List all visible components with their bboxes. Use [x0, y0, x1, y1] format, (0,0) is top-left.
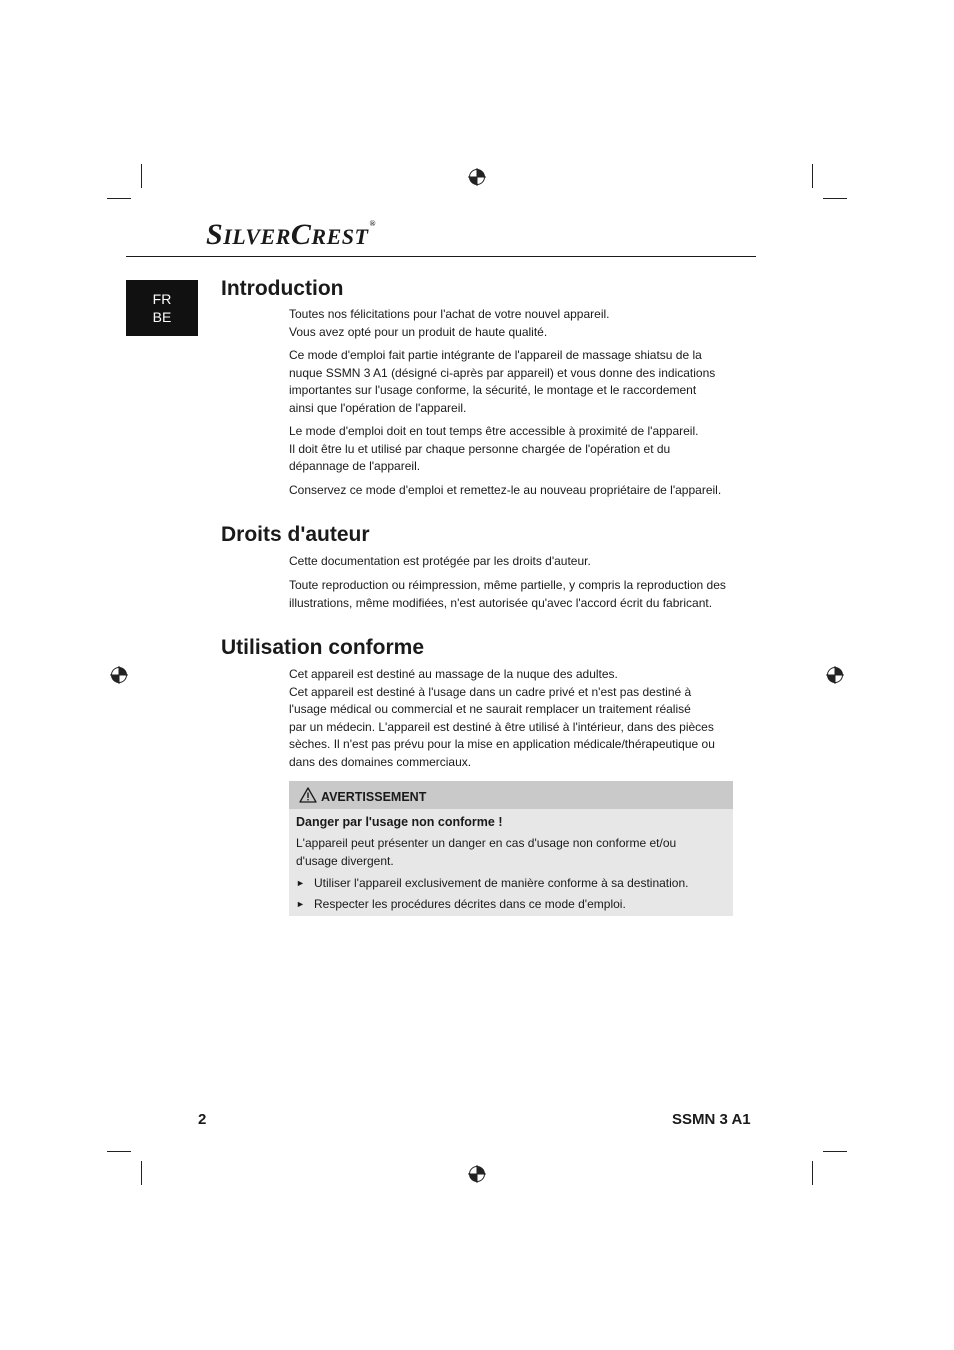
paragraph: Conservez ce mode d'emploi et remettez-le au nouveau propriétaire de l'appareil. — [289, 483, 722, 497]
page-number: 2 — [198, 1111, 207, 1128]
warning-box — [289, 781, 733, 916]
warning-triangle-icon — [299, 787, 317, 803]
list-item: ► Respecter les procédures décrites dans ce mode d'emploi. — [296, 897, 626, 911]
warning-heading: AVERTISSEMENT — [321, 790, 427, 804]
triangle-right-icon: ► — [296, 878, 305, 888]
crop-mark — [823, 1151, 847, 1152]
crop-mark — [107, 198, 131, 199]
list-item: ► Utiliser l'appareil exclusivement de manière conforme à sa destination. — [296, 876, 689, 890]
header-rule — [126, 256, 756, 257]
registration-mark-icon — [468, 1165, 486, 1183]
crop-mark — [141, 1161, 142, 1185]
language-tab — [126, 280, 198, 336]
section-title-introduction: Introduction — [221, 277, 344, 300]
paragraph: Ce mode d'emploi fait partie intégrante de l'appareil de massage shiatsu de la nuque SSMN 3 A1 (désigné ci-après par appareil) et vous donne des indications importantes sur l'usage conforme, la sécurité, le montage et le raccordement ainsi que l'opération de l'appareil. — [289, 348, 716, 415]
paragraph: Le mode d'emploi doit en tout temps être accessible à proximité de l'appareil. Il doit être lu et utilisé par chaque personne chargée de l'opération et du dépannage de l'appareil. — [289, 424, 699, 473]
triangle-right-icon: ► — [296, 899, 305, 909]
crop-mark — [823, 198, 847, 199]
model-number: SSMN 3 A1 — [672, 1111, 751, 1128]
crop-mark — [107, 1151, 131, 1152]
country-code: BE — [152, 309, 172, 325]
paragraph: Cette documentation est protégée par les droits d'auteur. — [289, 554, 591, 568]
registration-mark-icon — [110, 666, 128, 684]
section-title-copyright: Droits d'auteur — [221, 523, 370, 546]
crop-mark — [812, 1161, 813, 1185]
crop-mark — [812, 164, 813, 188]
registration-mark-icon — [468, 168, 486, 186]
warning-header — [289, 781, 733, 809]
warning-title: Danger par l'usage non conforme ! — [296, 815, 503, 829]
language-code: FR — [152, 291, 172, 307]
warning-text: L'appareil peut présenter un danger en cas d'usage non conforme et/ou d'usage divergent. — [296, 836, 677, 868]
section-title-intended-use: Utilisation conforme — [221, 636, 425, 659]
paragraph: Toutes nos félicitations pour l'achat de votre nouvel appareil. Vous avez opté pour un produit de haute qualité. — [289, 307, 610, 339]
paragraph: Toute reproduction ou réimpression, même partielle, y compris la reproduction des illustrations, même modifiées, n'est autorisée qu'avec l'accord écrit du fabricant. — [289, 578, 726, 610]
crop-mark — [141, 164, 142, 188]
brand-logo: SILVERCREST® — [206, 218, 376, 251]
registration-mark-icon — [826, 666, 844, 684]
paragraph: Cet appareil est destiné au massage de la nuque des adultes. Cet appareil est destiné à l'usage dans un cadre privé et n'est pas destiné à l'usage médical ou commercial et ne saurait remplacer un traitement réalisé par un médecin. L'appareil est destiné à être utilisé à l'intérieur, dans des pièces sèches. Il n'est pas prévu pour la mise en application médicale/thérapeutique ou dans des domaines commerciaux. — [289, 667, 715, 769]
